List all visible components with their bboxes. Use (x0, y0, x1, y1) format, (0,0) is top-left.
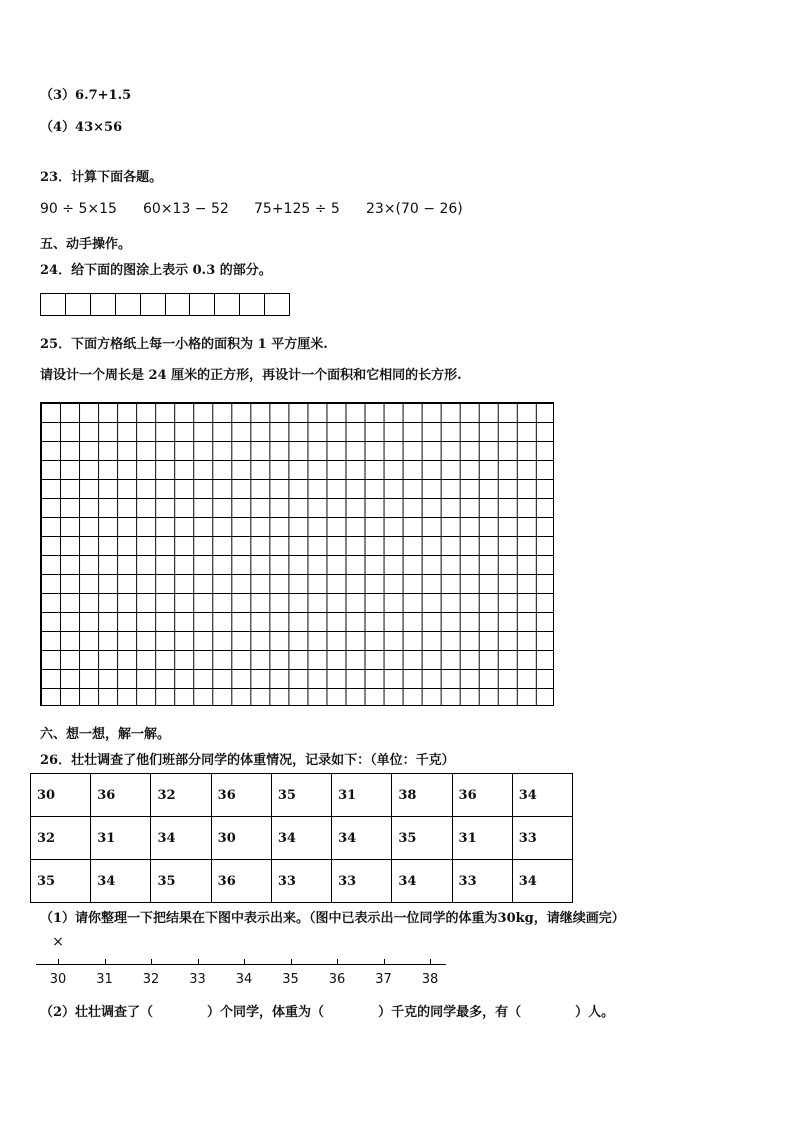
number-line-label: 36 (328, 972, 346, 987)
q24-cell[interactable] (265, 294, 289, 315)
table-cell: 33 (452, 860, 512, 903)
q25-text: 请设计一个周长是 24 厘米的正方形，再设计一个面积和它相同的长方形. (40, 368, 462, 383)
q23-expr-2: 60×13 − 52 (143, 201, 229, 217)
table-row (31, 860, 573, 903)
q24-cell[interactable] (141, 294, 166, 315)
number-line-tick (430, 959, 431, 964)
q24-cell-strip[interactable] (40, 293, 290, 316)
table-cell: 32 (31, 817, 91, 860)
number-line-label: 34 (235, 972, 253, 987)
table-cell: 36 (452, 774, 512, 817)
table-cell: 36 (211, 774, 271, 817)
q23-title: 23．计算下面各题。 (40, 170, 163, 185)
table-cell: 34 (151, 817, 211, 860)
q25-grid-paper[interactable] (40, 402, 554, 706)
number-line-label: 30 (49, 972, 67, 987)
number-line-tick (58, 959, 59, 964)
table-cell: 35 (31, 860, 91, 903)
q24-cell[interactable] (240, 294, 265, 315)
number-line-tick (337, 959, 338, 964)
q26-part2-b: ）个同学，体重为（ (207, 1005, 325, 1020)
number-line-tick (244, 959, 245, 964)
q24-cell[interactable] (66, 294, 91, 315)
q24-cell[interactable] (116, 294, 141, 315)
q24-title: 24．给下面的图涂上表示 0.3 的部分。 (40, 263, 272, 278)
table-cell: 36 (91, 774, 151, 817)
table-cell: 35 (151, 860, 211, 903)
q26-part2-c: ）千克的同学最多，有（ (378, 1005, 522, 1020)
number-line-label: 38 (421, 972, 439, 987)
weight-table (30, 773, 573, 903)
q26-part1: （1）请你整理一下把结果在下图中表示出来。（图中已表示出一位同学的体重为30kg，请继续画完） (40, 911, 625, 926)
number-line-tick (151, 959, 152, 964)
number-line-tick (384, 959, 385, 964)
q22-item4: （4）43×56 (40, 120, 123, 135)
table-row (31, 774, 573, 817)
q24-cell[interactable] (166, 294, 191, 315)
q25-title: 25．下面方格纸上每一小格的面积为 1 平方厘米. (40, 337, 328, 352)
section-5-heading: 五、动手操作。 (40, 237, 132, 252)
q26-part2-d: ）人。 (575, 1005, 615, 1020)
q23-expr-3: 75+125 ÷ 5 (254, 201, 340, 217)
number-line-tick (198, 959, 199, 964)
table-cell: 30 (211, 817, 271, 860)
table-cell: 35 (392, 817, 452, 860)
number-line-tick (291, 959, 292, 964)
q24-cell[interactable] (190, 294, 215, 315)
number-line-label: 32 (142, 972, 160, 987)
table-cell: 34 (392, 860, 452, 903)
q24-cell[interactable] (215, 294, 240, 315)
q26-title: 26．壮壮调查了他们班部分同学的体重情况，记录如下：（单位：千克） (40, 753, 455, 768)
table-cell: 32 (151, 774, 211, 817)
number-line-tick (105, 959, 106, 964)
table-cell: 33 (512, 817, 572, 860)
cross-mark: × (52, 934, 64, 950)
table-cell: 34 (91, 860, 151, 903)
number-line-label: 33 (189, 972, 206, 987)
table-row (31, 817, 573, 860)
table-cell: 38 (392, 774, 452, 817)
table-cell: 30 (31, 774, 91, 817)
table-cell: 33 (332, 860, 392, 903)
table-cell: 34 (512, 860, 572, 903)
number-line[interactable] (36, 932, 456, 992)
table-cell: 34 (512, 774, 572, 817)
table-cell: 31 (332, 774, 392, 817)
table-cell: 35 (271, 774, 331, 817)
table-cell: 31 (91, 817, 151, 860)
q26-part2-a: （2）壮壮调查了（ (40, 1005, 154, 1020)
q23-expr-4: 23×(70 − 26) (366, 201, 463, 217)
q22-item3: （3）6.7+1.5 (40, 88, 132, 103)
number-line-label: 31 (96, 972, 113, 987)
table-cell: 34 (271, 817, 331, 860)
table-cell: 34 (332, 817, 392, 860)
number-line-label: 37 (375, 972, 392, 987)
table-cell: 33 (271, 860, 331, 903)
table-cell: 36 (211, 860, 271, 903)
q24-cell[interactable] (41, 294, 66, 315)
table-cell: 31 (452, 817, 512, 860)
number-line-label: 35 (282, 972, 299, 987)
number-line-axis (36, 964, 446, 965)
q26-part2 (40, 1001, 614, 1020)
q23-expr-1: 90 ÷ 5×15 (40, 201, 117, 217)
section-6-heading: 六、想一想，解一解。 (40, 727, 171, 742)
q24-cell[interactable] (91, 294, 116, 315)
